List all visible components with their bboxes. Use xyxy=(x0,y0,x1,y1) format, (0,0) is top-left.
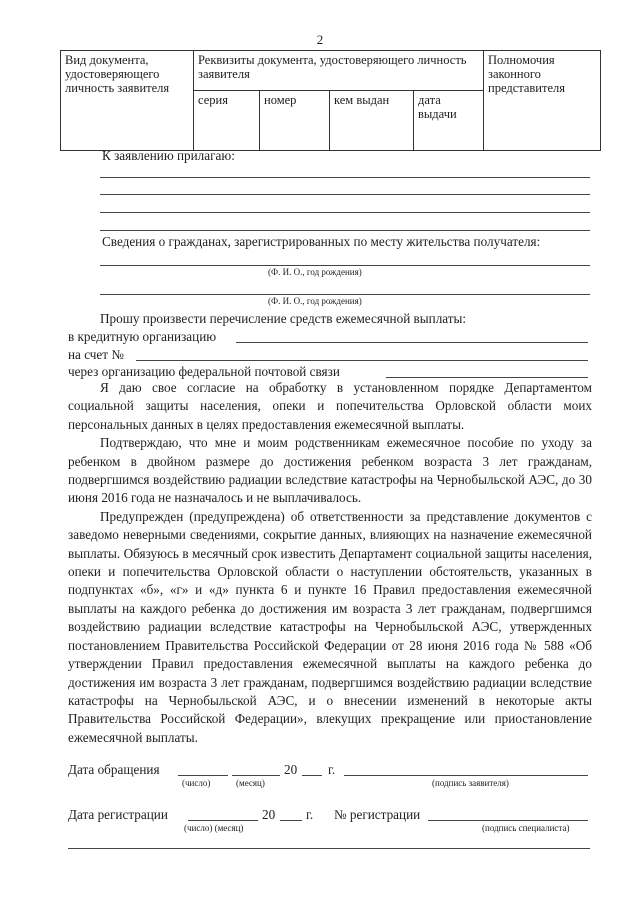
month-line xyxy=(232,775,280,776)
registration-date-label: Дата регистрации xyxy=(68,807,168,822)
applicant-document-table xyxy=(60,50,601,151)
registration-number-label: № регистрации xyxy=(334,807,421,822)
specialist-signature-caption: (подпись специалиста) xyxy=(482,823,570,833)
bottom-line xyxy=(68,848,590,849)
consent-text xyxy=(68,379,592,747)
number-header: номер xyxy=(260,91,330,151)
year-prefix: 20 xyxy=(262,807,276,822)
attachments-label: К заявлению прилагаю: xyxy=(102,148,235,163)
page-number: 2 xyxy=(316,32,324,47)
year-line xyxy=(280,820,302,821)
credit-org-line xyxy=(236,342,588,343)
year-suffix: г. xyxy=(328,762,336,777)
consent-paragraph: Я даю свое согласие на обработку в установленном порядке Департаментом социальной защиты населения, опеки и попечительства Орловской области моих персональных данных в целях предоставления ежемесячной выплаты. xyxy=(68,380,592,432)
credit-org-label: в кредитную организацию xyxy=(68,329,217,344)
registered-citizens-label: Сведения о гражданах, зарегистрированных по месту жительства получателя: xyxy=(102,234,541,249)
post-org-line xyxy=(386,377,588,378)
series-header: серия xyxy=(194,91,260,151)
year-prefix: 20 xyxy=(284,762,298,777)
applicant-signature-caption: (подпись заявителя) xyxy=(432,778,509,788)
warning-paragraph: Предупрежден (предупреждена) об ответственности за представление документов с заведомо неверными сведениями, сокрытие данных, влияющих на назначение ежемесячной выплаты. Обязуюсь в месячный срок известить Департамент социальной защиты населения, опеки и попечительства Орловской области о наступлении обстоятельств, указанных в подпунктах «б», «г» и «д» пункта 6 и пункте 16 Правил предоставления ежемесячной выплаты на каждого ребенка до достижения им возраста 3 лет гражданам, подвергшимся воздействию радиации вследствие катастрофы на Чернобыльской АЭС, утвержденных постановлением Правительства Российской Федерации от 28 июня 2016 года № 588 «Об утверждении Правил предоставления ежемесячной выплаты на каждого ребенка до достижения им возраста 3 лет гражданам, подвергшимся воздействию радиации вследствие катастрофы на Чернобыльской АЭС, и о внесении изменений в некоторые акты Правительства Российской Федерации», влекущих прекращение или приостановление ежемесячной выплаты. xyxy=(68,508,592,745)
month-caption: (месяц) xyxy=(236,778,265,788)
year-suffix: г. xyxy=(306,807,314,822)
confirmation-paragraph: Подтверждаю, что мне и моим родственникам ежемесячное пособие по уходу за ребенком в двойном размере до достижения ребенком возраста 3 лет гражданам, подвергшимся воздействию радиации вследствие катастрофы на Чернобыльской АЭС, до 30 июня 2016 года не назначалось и не выплачивалось. xyxy=(68,435,592,506)
day-caption: (число) xyxy=(182,778,211,788)
issue-date-header: дата выдачи xyxy=(414,91,484,151)
issued-by-header: кем выдан xyxy=(330,91,414,151)
doc-type-header: Вид документа, удостоверяющего личность заявителя xyxy=(61,51,194,151)
attachment-line xyxy=(100,177,590,178)
representative-header: Полномочия законного представителя xyxy=(484,51,601,151)
specialist-signature-line xyxy=(428,820,588,821)
attachment-line xyxy=(100,194,590,195)
account-line xyxy=(136,360,588,361)
fio-caption: (Ф. И. О., год рождения) xyxy=(268,296,362,306)
day-line xyxy=(178,775,228,776)
account-label: на счет № xyxy=(68,347,124,362)
attachment-line xyxy=(100,212,590,213)
doc-details-header: Реквизиты документа, удостоверяющего личность заявителя xyxy=(194,51,484,91)
day-month-line xyxy=(188,820,258,821)
transfer-intro: Прошу произвести перечисление средств ежемесячной выплаты: xyxy=(100,311,467,326)
applicant-signature-line xyxy=(344,775,588,776)
citizen-line xyxy=(100,294,590,295)
attachment-line xyxy=(100,230,590,231)
fio-caption: (Ф. И. О., год рождения) xyxy=(268,267,362,277)
post-org-label: через организацию федеральной почтовой связи xyxy=(68,364,340,379)
application-date-label: Дата обращения xyxy=(68,762,160,777)
day-month-caption: (число) (месяц) xyxy=(184,823,244,833)
citizen-line xyxy=(100,265,590,266)
year-line xyxy=(302,775,322,776)
